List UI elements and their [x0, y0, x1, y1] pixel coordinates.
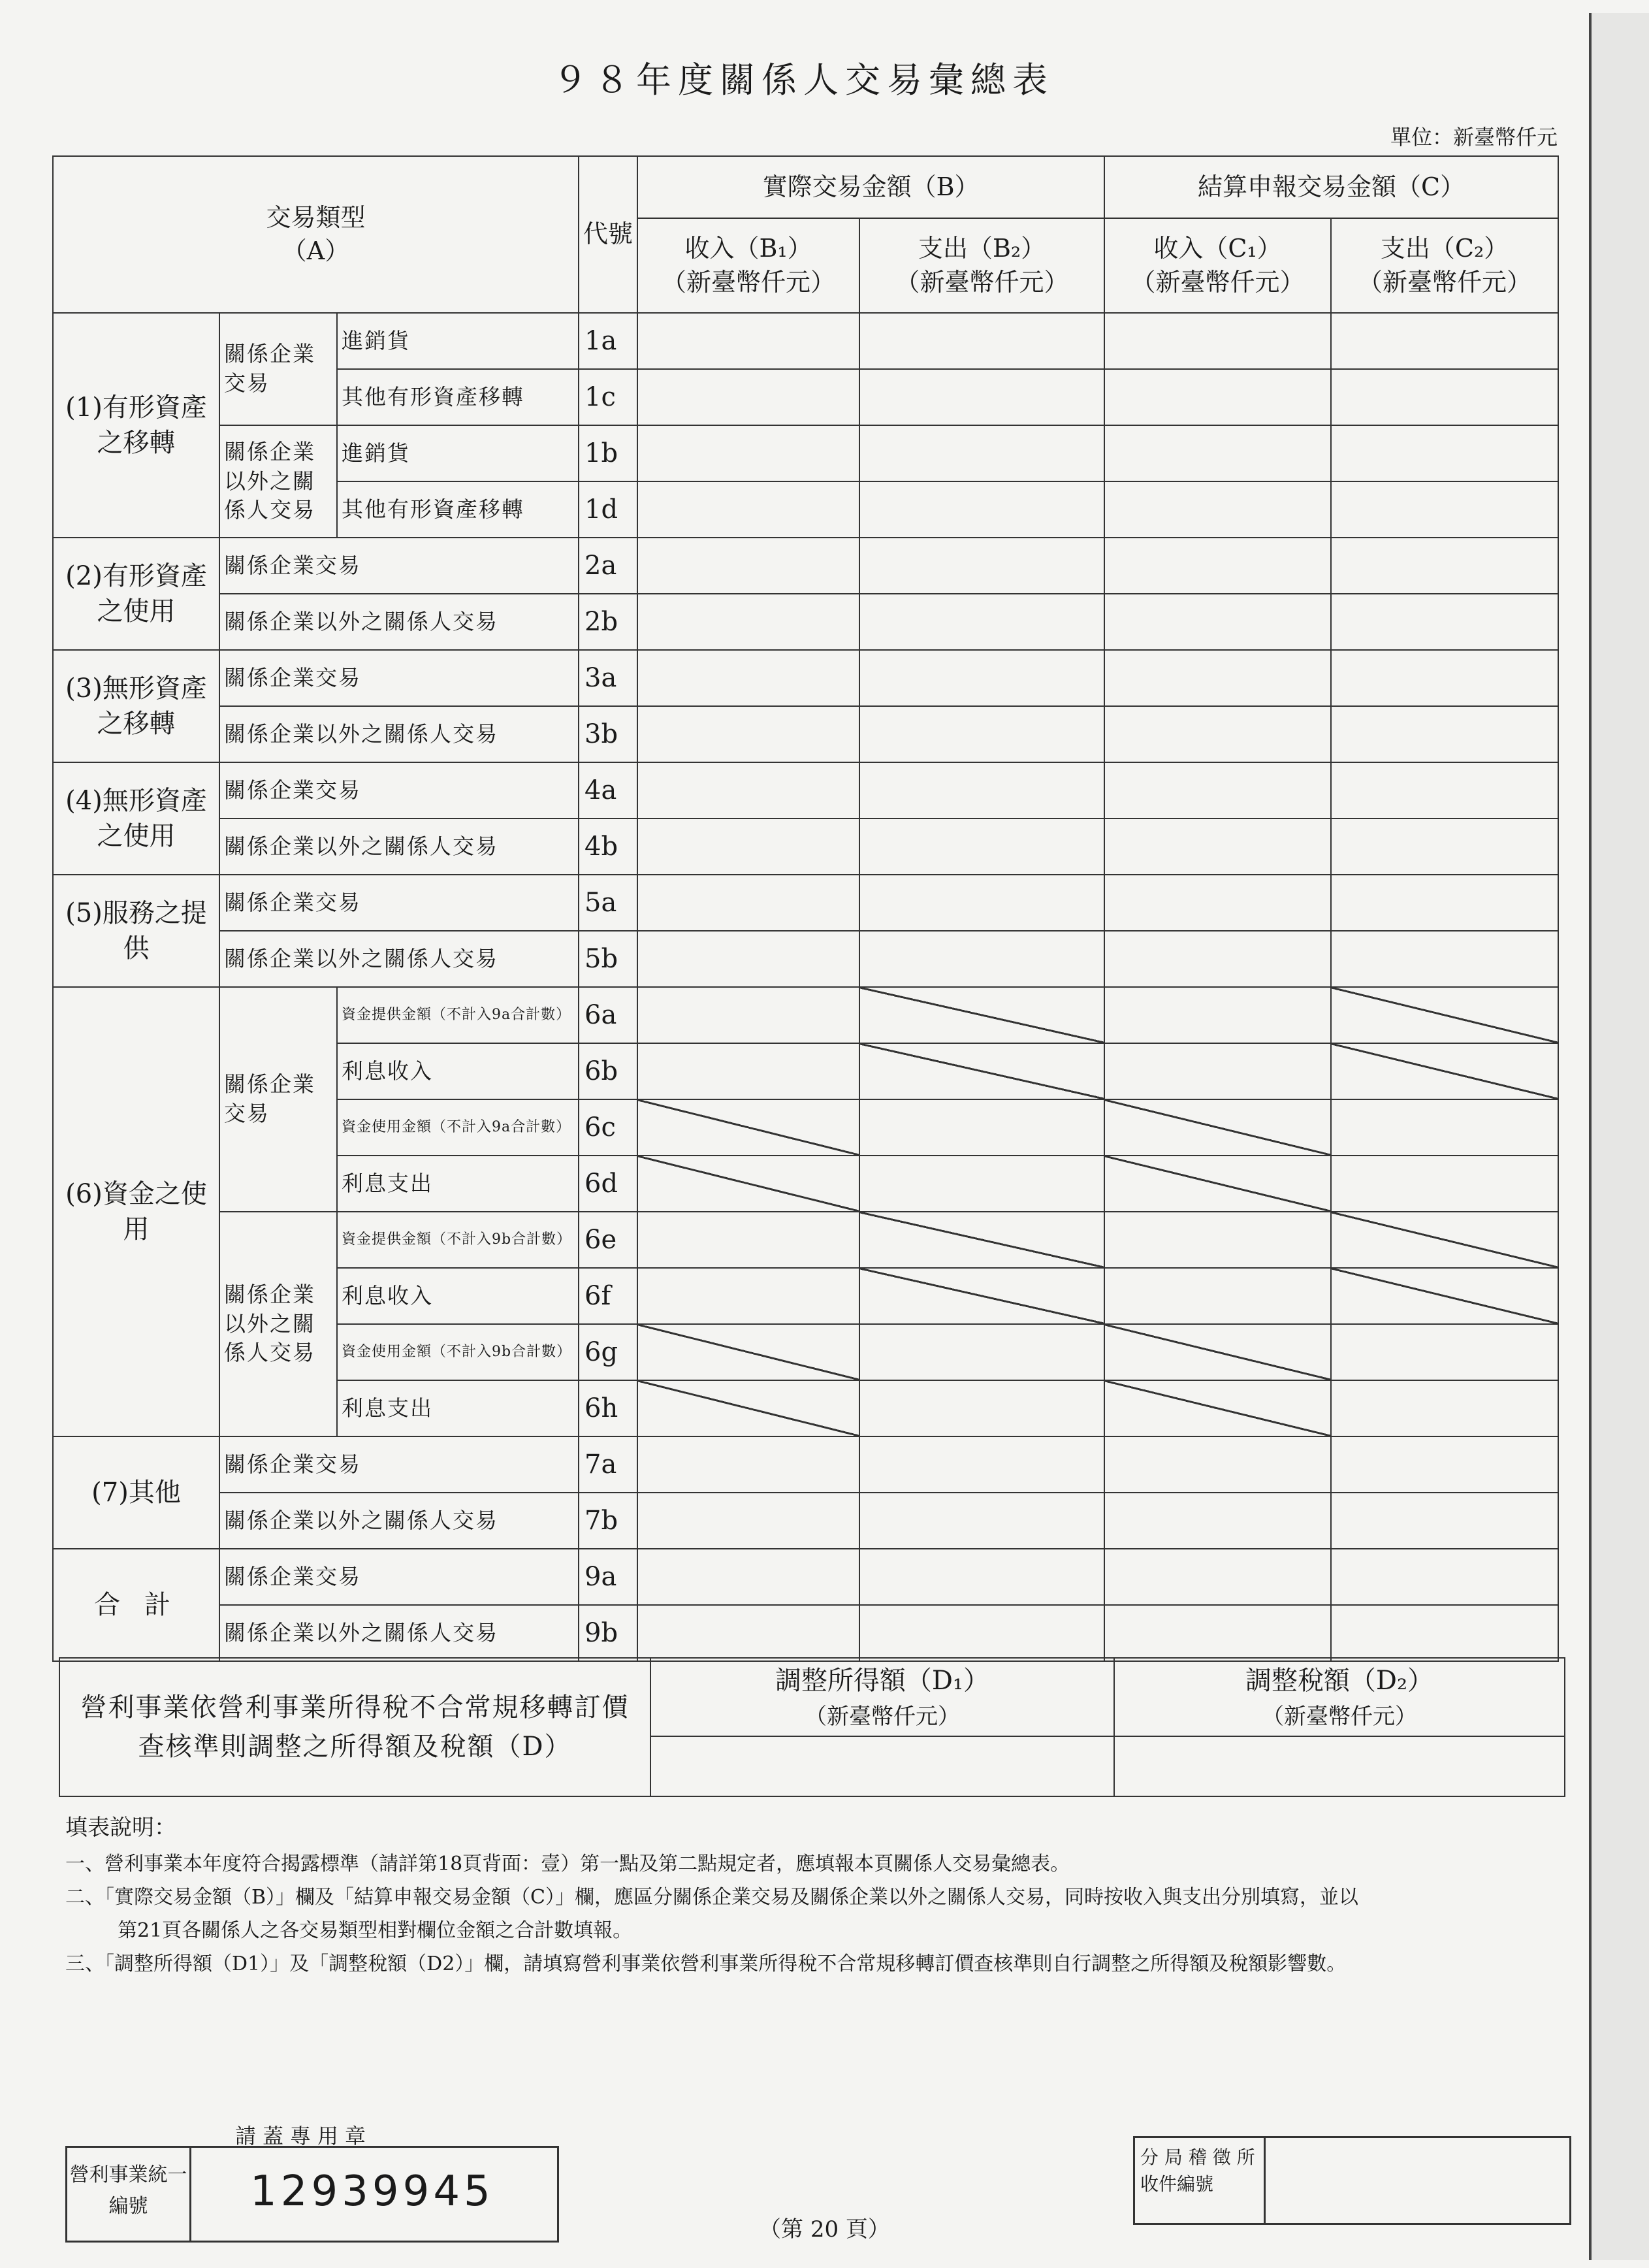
amount-cell[interactable]	[1104, 650, 1331, 706]
amount-cell[interactable]	[1104, 931, 1331, 987]
amount-cell[interactable]	[859, 425, 1104, 481]
amount-cell[interactable]	[637, 1212, 859, 1268]
amount-cell[interactable]	[1104, 1493, 1331, 1549]
amount-cell[interactable]	[1331, 1324, 1558, 1380]
amount-cell[interactable]	[859, 481, 1104, 538]
actual-expense-header	[859, 218, 1104, 313]
amount-cell[interactable]	[1331, 369, 1558, 425]
item-funds-provided: 資金提供金額（不計入9a合計數）	[337, 987, 579, 1043]
amount-cell[interactable]	[637, 481, 859, 538]
amount-cell[interactable]	[1331, 1380, 1558, 1436]
crossed-cell	[1331, 1268, 1558, 1324]
amount-cell[interactable]	[859, 875, 1104, 931]
instruction-2: 二、「實際交易金額（B）」欄及「結算申報交易金額（C）」欄，應區分關係企業交易及關係企業以外之關係人交易，同時按收入與支出分別填寫，並以	[65, 1885, 1358, 1909]
crossed-cell	[1104, 1324, 1331, 1380]
amount-cell[interactable]	[1331, 1549, 1558, 1605]
subgroup-enterprise: 關係企業交易	[219, 875, 579, 931]
amount-cell[interactable]	[1331, 931, 1558, 987]
office-receipt-label: 分 局 稽 徵 所 收件編號	[1135, 2138, 1266, 2223]
code-cell: 7a	[579, 1436, 637, 1493]
amount-cell[interactable]	[1104, 875, 1331, 931]
amount-cell[interactable]	[1331, 1605, 1558, 1661]
code-cell: 4b	[579, 818, 637, 875]
amount-cell[interactable]	[1331, 762, 1558, 818]
settle-expense-label: 支出（C₂）	[1380, 234, 1509, 263]
amount-cell[interactable]	[637, 818, 859, 875]
code-cell: 3b	[579, 706, 637, 762]
amount-cell[interactable]	[637, 1043, 859, 1099]
code-cell: 6h	[579, 1380, 637, 1436]
amount-cell[interactable]	[859, 650, 1104, 706]
amount-cell[interactable]	[1104, 1605, 1331, 1661]
amount-cell[interactable]	[637, 594, 859, 650]
currency-label: （新臺幣仟元）	[805, 1703, 960, 1730]
currency-label: （新臺幣仟元）	[1130, 267, 1305, 297]
amount-cell[interactable]	[637, 1493, 859, 1549]
amount-cell[interactable]	[637, 1436, 859, 1493]
code-cell: 3a	[579, 650, 637, 706]
amount-cell[interactable]	[1104, 762, 1331, 818]
actual-income-header	[637, 218, 859, 313]
amount-cell[interactable]	[637, 987, 859, 1043]
amount-cell[interactable]	[637, 762, 859, 818]
subgroup-enterprise: 關係企業交易	[219, 650, 579, 706]
page-edge-shadow	[1592, 13, 1649, 2260]
code-cell: 1b	[579, 425, 637, 481]
code-cell: 1d	[579, 481, 637, 538]
amount-cell[interactable]	[637, 538, 859, 594]
settle-income-label: 收入（C₁）	[1153, 234, 1282, 263]
amount-cell[interactable]	[859, 818, 1104, 875]
amount-cell[interactable]	[859, 1436, 1104, 1493]
amount-cell[interactable]	[1104, 1212, 1331, 1268]
actual-expense-label: 支出（B₂）	[918, 234, 1046, 263]
category-2: (2)有形資產之使用	[53, 538, 219, 650]
code-cell: 6f	[579, 1268, 637, 1324]
amount-cell[interactable]	[1331, 650, 1558, 706]
tax-id-value: 12939945	[250, 2167, 494, 2216]
amount-cell[interactable]	[859, 1493, 1104, 1549]
form-title: ９８年度關係人交易彙總表	[552, 59, 1054, 101]
subgroup-non-enterprise: 關係企業以外之關係人交易	[219, 594, 579, 650]
page-edge-line	[1589, 13, 1592, 2260]
amount-cell[interactable]	[859, 931, 1104, 987]
subgroup-enterprise: 關係企業交易	[219, 313, 337, 425]
item-funds-used: 資金使用金額（不計入9a合計數）	[337, 1099, 579, 1156]
amount-cell[interactable]	[1104, 987, 1331, 1043]
amount-cell[interactable]	[637, 369, 859, 425]
crossed-cell	[1104, 1380, 1331, 1436]
settle-expense-header	[1331, 218, 1558, 313]
code-cell: 4a	[579, 762, 637, 818]
subgroup-non-enterprise: 關係企業以外之關係人交易	[219, 1212, 337, 1436]
instruction-2-cont: 第21頁各關係人之各交易類型相對欄位金額之合計數填報。	[118, 1919, 633, 1942]
currency-label: （新臺幣仟元）	[1358, 267, 1532, 297]
subgroup-enterprise: 關係企業交易	[219, 1549, 579, 1605]
code-cell: 6c	[579, 1099, 637, 1156]
adjusted-income-input[interactable]	[650, 1736, 1114, 1796]
code-cell: 6d	[579, 1156, 637, 1212]
crossed-cell	[1104, 1156, 1331, 1212]
crossed-cell	[859, 1268, 1104, 1324]
code-cell: 6a	[579, 987, 637, 1043]
instructions-heading: 填表說明：	[65, 1815, 176, 1841]
amount-cell[interactable]	[1104, 818, 1331, 875]
unit-label: 單位：新臺幣仟元	[1390, 125, 1558, 150]
item-interest-income: 利息收入	[337, 1268, 579, 1324]
amount-cell[interactable]	[1331, 1436, 1558, 1493]
adjusted-income-header	[650, 1658, 1114, 1736]
amount-cell[interactable]	[1331, 818, 1558, 875]
amount-cell[interactable]	[1331, 1156, 1558, 1212]
amount-cell[interactable]	[1331, 1493, 1558, 1549]
code-cell: 9b	[579, 1605, 637, 1661]
amount-cell[interactable]	[637, 1549, 859, 1605]
amount-cell[interactable]	[1104, 538, 1331, 594]
item-interest-income: 利息收入	[337, 1043, 579, 1099]
item-other-tangible: 其他有形資產移轉	[337, 369, 579, 425]
settle-amount-header: 結算申報交易金額（C）	[1104, 156, 1558, 218]
stamp-title: 請蓋專用章	[235, 2124, 373, 2148]
code-cell: 2a	[579, 538, 637, 594]
crossed-cell	[1104, 1099, 1331, 1156]
item-other-tangible: 其他有形資產移轉	[337, 481, 579, 538]
amount-cell[interactable]	[1104, 425, 1331, 481]
currency-label: （新臺幣仟元）	[1262, 1703, 1417, 1730]
subgroup-non-enterprise: 關係企業以外之關係人交易	[219, 706, 579, 762]
adjusted-tax-label: 調整稅額（D₂）	[1245, 1665, 1434, 1696]
amount-cell[interactable]	[1331, 875, 1558, 931]
amount-cell[interactable]	[1104, 1436, 1331, 1493]
amount-cell[interactable]	[859, 1099, 1104, 1156]
amount-cell[interactable]	[1104, 313, 1331, 369]
subgroup-non-enterprise: 關係企業以外之關係人交易	[219, 1493, 579, 1549]
currency-label: （新臺幣仟元）	[662, 267, 836, 297]
amount-cell[interactable]	[859, 762, 1104, 818]
amount-cell[interactable]	[1331, 706, 1558, 762]
amount-cell[interactable]	[1331, 594, 1558, 650]
category-5: (5)服務之提供	[53, 875, 219, 987]
item-funds-used: 資金使用金額（不計入9b合計數）	[337, 1324, 579, 1380]
amount-cell[interactable]	[637, 931, 859, 987]
amount-cell[interactable]	[637, 650, 859, 706]
category-3: (3)無形資產之移轉	[53, 650, 219, 762]
item-interest-expense: 利息支出	[337, 1380, 579, 1436]
amount-cell[interactable]	[637, 875, 859, 931]
crossed-cell	[637, 1156, 859, 1212]
page-number: （第 20 頁）	[759, 2216, 890, 2243]
amount-cell[interactable]	[1331, 425, 1558, 481]
type-header-sub: （A）	[281, 236, 350, 265]
subgroup-enterprise: 關係企業交易	[219, 987, 337, 1212]
code-cell: 2b	[579, 594, 637, 650]
subgroup-non-enterprise: 關係企業以外之關係人交易	[219, 818, 579, 875]
instructions	[65, 1809, 1567, 1981]
amount-cell[interactable]	[1104, 369, 1331, 425]
amount-cell[interactable]	[1331, 538, 1558, 594]
category-1: (1)有形資產之移轉	[53, 313, 219, 538]
adjustment-label: 營利事業依營利事業所得稅不合常規移轉訂價查核準則調整之所得額及稅額（D）	[59, 1658, 650, 1796]
tax-id-label: 營利事業統一編號	[67, 2148, 191, 2241]
amount-cell[interactable]	[1331, 1099, 1558, 1156]
code-cell: 9a	[579, 1549, 637, 1605]
amount-cell[interactable]	[1104, 481, 1331, 538]
code-cell: 1c	[579, 369, 637, 425]
crossed-cell	[1331, 1212, 1558, 1268]
instruction-1: 一、營利事業本年度符合揭露標準（請詳第18頁背面：壹）第一點及第二點規定者，應填報本頁關係人交易彙總表。	[65, 1852, 1070, 1875]
code-header: 代號	[579, 156, 637, 313]
code-cell: 5b	[579, 931, 637, 987]
actual-amount-header: 實際交易金額（B）	[637, 156, 1104, 218]
amount-cell[interactable]	[859, 1549, 1104, 1605]
amount-cell[interactable]	[637, 706, 859, 762]
crossed-cell	[859, 1043, 1104, 1099]
subgroup-enterprise: 關係企業交易	[219, 538, 579, 594]
code-cell: 6b	[579, 1043, 637, 1099]
crossed-cell	[637, 1099, 859, 1156]
amount-cell[interactable]	[859, 538, 1104, 594]
currency-label: （新臺幣仟元）	[895, 267, 1069, 297]
summary-table	[52, 155, 1559, 1662]
crossed-cell	[859, 987, 1104, 1043]
amount-cell[interactable]	[859, 1324, 1104, 1380]
amount-cell[interactable]	[1104, 1549, 1331, 1605]
type-header-label: 交易類型	[266, 202, 366, 232]
amount-cell[interactable]	[859, 369, 1104, 425]
crossed-cell	[637, 1324, 859, 1380]
adjusted-income-label: 調整所得額（D₁）	[775, 1665, 990, 1696]
amount-cell[interactable]	[637, 1268, 859, 1324]
item-sales: 進銷貨	[337, 425, 579, 481]
subgroup-non-enterprise: 關係企業以外之關係人交易	[219, 931, 579, 987]
code-cell: 1a	[579, 313, 637, 369]
crossed-cell	[859, 1212, 1104, 1268]
adjusted-tax-input[interactable]	[1114, 1736, 1565, 1796]
subgroup-enterprise: 關係企業交易	[219, 1436, 579, 1493]
amount-cell[interactable]	[1331, 313, 1558, 369]
amount-cell[interactable]	[859, 1156, 1104, 1212]
instruction-3: 三、「調整所得額（D1）」及「調整稅額（D2）」欄，請填寫營利事業依營利事業所得稅不合常規移轉訂價查核準則自行調整之所得額及稅額影響數。	[65, 1952, 1347, 1975]
amount-cell[interactable]	[1104, 1043, 1331, 1099]
actual-income-label: 收入（B₁）	[684, 234, 812, 263]
amount-cell[interactable]	[1104, 1268, 1331, 1324]
amount-cell[interactable]	[1104, 706, 1331, 762]
crossed-cell	[1331, 1043, 1558, 1099]
amount-cell[interactable]	[1331, 481, 1558, 538]
amount-cell[interactable]	[859, 313, 1104, 369]
category-6: (6)資金之使用	[53, 987, 219, 1436]
amount-cell[interactable]	[637, 313, 859, 369]
adjusted-tax-header	[1114, 1658, 1565, 1736]
subgroup-non-enterprise: 關係企業以外之關係人交易	[219, 1605, 579, 1661]
category-4: (4)無形資產之使用	[53, 762, 219, 875]
amount-cell[interactable]	[859, 706, 1104, 762]
amount-cell[interactable]	[637, 1605, 859, 1661]
amount-cell[interactable]	[859, 1380, 1104, 1436]
code-cell: 7b	[579, 1493, 637, 1549]
subgroup-enterprise: 關係企業交易	[219, 762, 579, 818]
crossed-cell	[1331, 987, 1558, 1043]
code-cell: 5a	[579, 875, 637, 931]
amount-cell[interactable]	[637, 425, 859, 481]
item-sales: 進銷貨	[337, 313, 579, 369]
total-label: 合 計	[53, 1549, 219, 1661]
amount-cell[interactable]	[859, 1605, 1104, 1661]
adjustment-table	[59, 1657, 1565, 1797]
settle-income-header	[1104, 218, 1331, 313]
item-funds-provided: 資金提供金額（不計入9b合計數）	[337, 1212, 579, 1268]
type-header	[53, 156, 579, 313]
code-cell: 6g	[579, 1324, 637, 1380]
amount-cell[interactable]	[1104, 594, 1331, 650]
category-7: (7)其他	[53, 1436, 219, 1549]
subgroup-non-enterprise: 關係企業以外之關係人交易	[219, 425, 337, 538]
amount-cell[interactable]	[859, 594, 1104, 650]
item-interest-expense: 利息支出	[337, 1156, 579, 1212]
crossed-cell	[637, 1380, 859, 1436]
code-cell: 6e	[579, 1212, 637, 1268]
